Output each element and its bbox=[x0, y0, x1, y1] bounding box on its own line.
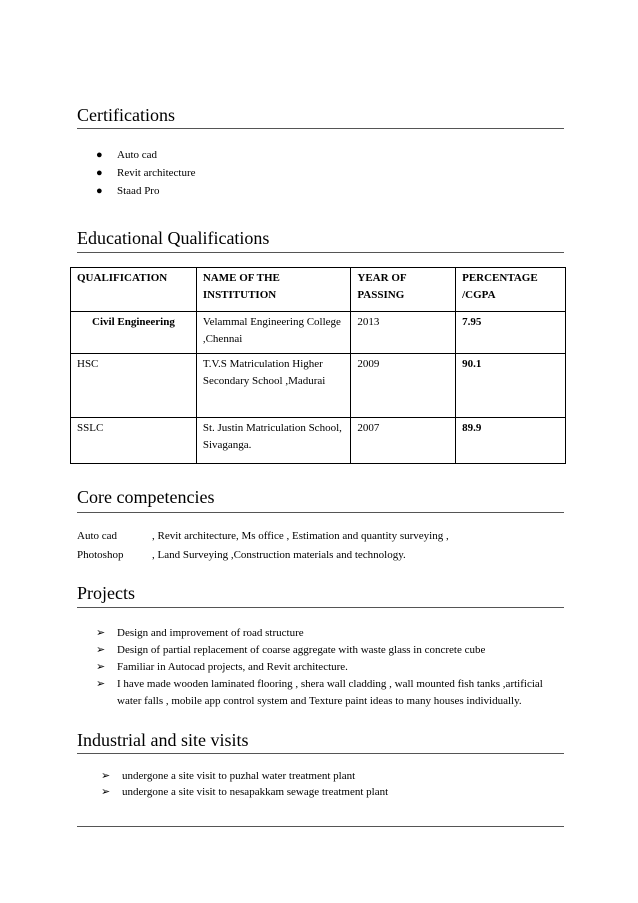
projects-title: Projects bbox=[77, 583, 135, 603]
cell-year: 2009 bbox=[351, 354, 456, 418]
arrow-bullet-icon: ➢ bbox=[96, 678, 106, 690]
table-row bbox=[71, 354, 566, 418]
projects-divider bbox=[77, 607, 564, 608]
cell-qualification: HSC bbox=[71, 354, 197, 418]
visits-divider bbox=[77, 753, 564, 754]
project-item: ➢ Design of partial replacement of coarse aggregate with waste glass in concrete cube bbox=[96, 642, 556, 659]
arrow-bullet-icon: ➢ bbox=[96, 661, 106, 673]
education-title: Educational Qualifications bbox=[77, 228, 270, 248]
core-title: Core competencies bbox=[77, 487, 215, 507]
cell-year: 2013 bbox=[351, 312, 456, 354]
certifications-title: Certifications bbox=[77, 105, 175, 125]
header-institution: NAME OF THE INSTITUTION bbox=[196, 268, 351, 312]
header-qualification: QUALIFICATION bbox=[71, 268, 197, 312]
cell-year: 2007 bbox=[351, 418, 456, 464]
resume-page: Certifications ● Auto cad ● Revit architecture ● Staad Pro Educational Qualifications QUALIFICATION NAME OF THE INSTITUTION YEAR OF PASSING PERCENTAGE /CGPA Civil Engineering Velammal Engineering College ,Chennai 2013 7.95 HSC T.V.S Matriculation Higher Secondary School ,Madurai 2009 90.1 SSLC St. Justin Matriculation School, Sivaganga. 2007 89.9 Core competencies Auto cad , Revit architecture, Ms office , Estimation and quantity surveying , Photoshop , Land Surveying ,Construction materials and technology. Projects ➢ Design and improvement of road structure ➢ Design of partial replacement of coarse aggregate with waste glass in concrete cube ➢ Familiar in Autocad projects, and Revit architecture. ➢ I have made wooden laminated flooring , shera wall cladding , wall mounted fish tanks ,artificial water falls , mobile app control system and Texture paint ideas to many houses individually. Industrial and site visits ➢ undergone a site visit to puzhal water treatment plant ➢ undergone a site visit to nesapakkam sewage treatment plant bbox=[0, 0, 638, 903]
table-row bbox=[71, 312, 566, 354]
cell-institution: St. Justin Matriculation School, Sivaganga. bbox=[196, 418, 351, 464]
cell-qualification: SSLC bbox=[71, 418, 197, 464]
certifications-divider bbox=[77, 128, 564, 129]
cell-institution: Velammal Engineering College ,Chennai bbox=[196, 312, 351, 354]
education-divider bbox=[77, 252, 564, 253]
visits-title: Industrial and site visits bbox=[77, 730, 249, 750]
core-divider bbox=[77, 512, 564, 513]
project-item: ➢ Design and improvement of road structure bbox=[96, 625, 556, 642]
header-year: YEAR OF PASSING bbox=[351, 268, 456, 312]
header-score: PERCENTAGE /CGPA bbox=[456, 268, 566, 312]
cell-institution: T.V.S Matriculation Higher Secondary School ,Madurai bbox=[196, 354, 351, 418]
table-row bbox=[71, 418, 566, 464]
disc-bullet-icon: ● bbox=[96, 185, 103, 197]
arrow-bullet-icon: ➢ bbox=[101, 786, 111, 798]
arrow-bullet-icon: ➢ bbox=[96, 644, 106, 656]
project-item: ➢ Familiar in Autocad projects, and Revit architecture. bbox=[96, 659, 556, 676]
cell-score: 7.95 bbox=[456, 312, 566, 354]
arrow-bullet-icon: ➢ bbox=[101, 770, 111, 782]
cell-score: 90.1 bbox=[456, 354, 566, 418]
arrow-bullet-icon: ➢ bbox=[96, 627, 106, 639]
project-item: ➢ I have made wooden laminated flooring , shera wall cladding , wall mounted fish tanks ,artificial water falls , mobile app control system and Texture paint ideas to many houses individually. bbox=[96, 678, 543, 707]
disc-bullet-icon: ● bbox=[96, 167, 103, 179]
cell-qualification: Civil Engineering bbox=[71, 312, 197, 354]
cell-score: 89.9 bbox=[456, 418, 566, 464]
education-table bbox=[70, 267, 566, 464]
footer-divider bbox=[77, 826, 564, 827]
table-header-row bbox=[71, 268, 566, 312]
projects-list bbox=[96, 625, 556, 710]
disc-bullet-icon: ● bbox=[96, 149, 103, 161]
